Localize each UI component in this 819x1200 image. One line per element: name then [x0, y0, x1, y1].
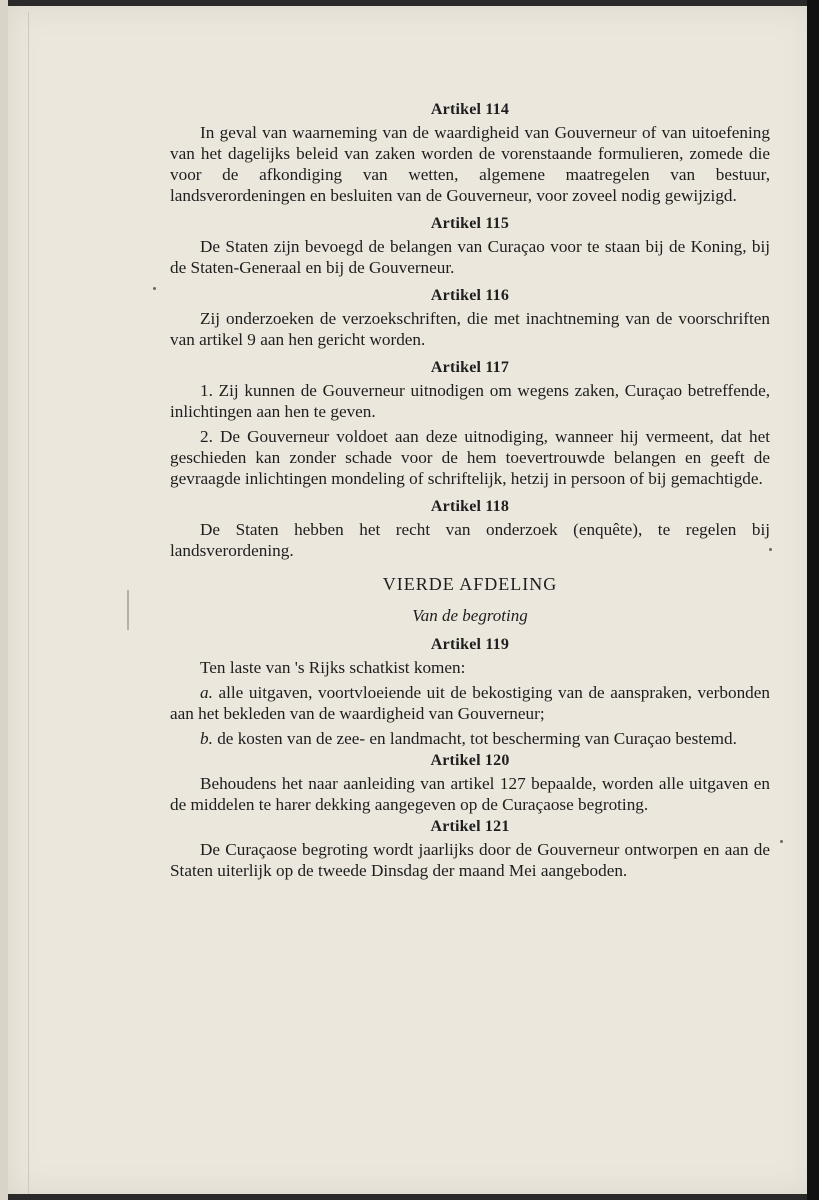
section-subtitle: Van de begroting — [412, 606, 528, 625]
article-text: Zij onderzoeken de verzoekschriften, die met inachtneming van de voorschriften van artikel 9 aan hen gericht worden. — [170, 309, 770, 349]
article-heading: Artikel 117 — [430, 359, 510, 376]
article-text: De Staten hebben het recht van onderzoek (enquête), te regelen bij landsverordening. — [170, 520, 770, 560]
article-heading: Artikel 114 — [430, 101, 510, 118]
article-heading: Artikel 120 — [430, 752, 510, 769]
article-heading: Artikel 121 — [430, 818, 510, 835]
document-body — [170, 98, 770, 881]
item-letter: b. — [200, 729, 213, 748]
article-item-a — [170, 682, 770, 724]
article-paragraph-1: 1. Zij kunnen de Gouverneur uitnodigen om wegens zaken, Curaçao betreffende, inlichtingen aan hen te geven. — [170, 381, 770, 421]
article-text: De Staten zijn bevoegd de belangen van Curaçao voor te staan bij de Koning, bij de Staten-Generaal en bij de Gouverneur. — [170, 237, 770, 277]
article-item-b — [170, 728, 770, 749]
article-paragraph-2: 2. De Gouverneur voldoet aan deze uitnodiging, wanneer hij vermeent, dat het geschieden kan zonder schade voor de hem toevertrouwde belangen en geeft de gevraagde inlichtingen mondeling of schriftelijk, hetzij in persoon of bij gemachtigde. — [170, 427, 770, 488]
article-intro: Ten laste van 's Rijks schatkist komen: — [200, 658, 466, 677]
article-heading: Artikel 118 — [430, 498, 510, 515]
article-heading: Artikel 116 — [430, 287, 510, 304]
section-title: VIERDE AFDELING — [382, 574, 558, 594]
speck-mark — [780, 840, 783, 843]
scan-right-border — [807, 0, 819, 1200]
page-edge-line — [28, 12, 29, 1194]
item-letter: a. — [200, 683, 213, 702]
article-text: Behoudens het naar aanleiding van artikel 127 bepaalde, worden alle uitgaven en de middelen te harer dekking aangegeven op de Curaçaose begroting. — [170, 774, 770, 814]
article-text: De Curaçaose begroting wordt jaarlijks door de Gouverneur ontworpen en aan de Staten uiterlijk op de tweede Dinsdag der maand Mei aangeboden. — [170, 840, 770, 880]
page-left-edge — [0, 0, 8, 1200]
item-text: alle uitgaven, voortvloeiende uit de bekostiging van de aanspraken, verbonden aan het bekleden van de waardigheid van Gouverneur; — [170, 683, 771, 723]
article-heading: Artikel 119 — [430, 636, 510, 653]
article-text: In geval van waarneming van de waardigheid van Gouverneur of van uitoefening van het dagelijks beleid van zaken worden de vorenstaande formulieren, zomede die voor de afkondiging van wetten, algemene maatregelen van bestuur, landsverordeningen en besluiten van de Gouverneur, voor zoveel nodig gewijzigd. — [170, 123, 770, 205]
margin-mark — [127, 590, 129, 630]
speck-mark — [153, 287, 156, 290]
item-text: de kosten van de zee- en landmacht, tot bescherming van Curaçao bestemd. — [217, 729, 737, 748]
article-heading: Artikel 115 — [430, 215, 510, 232]
